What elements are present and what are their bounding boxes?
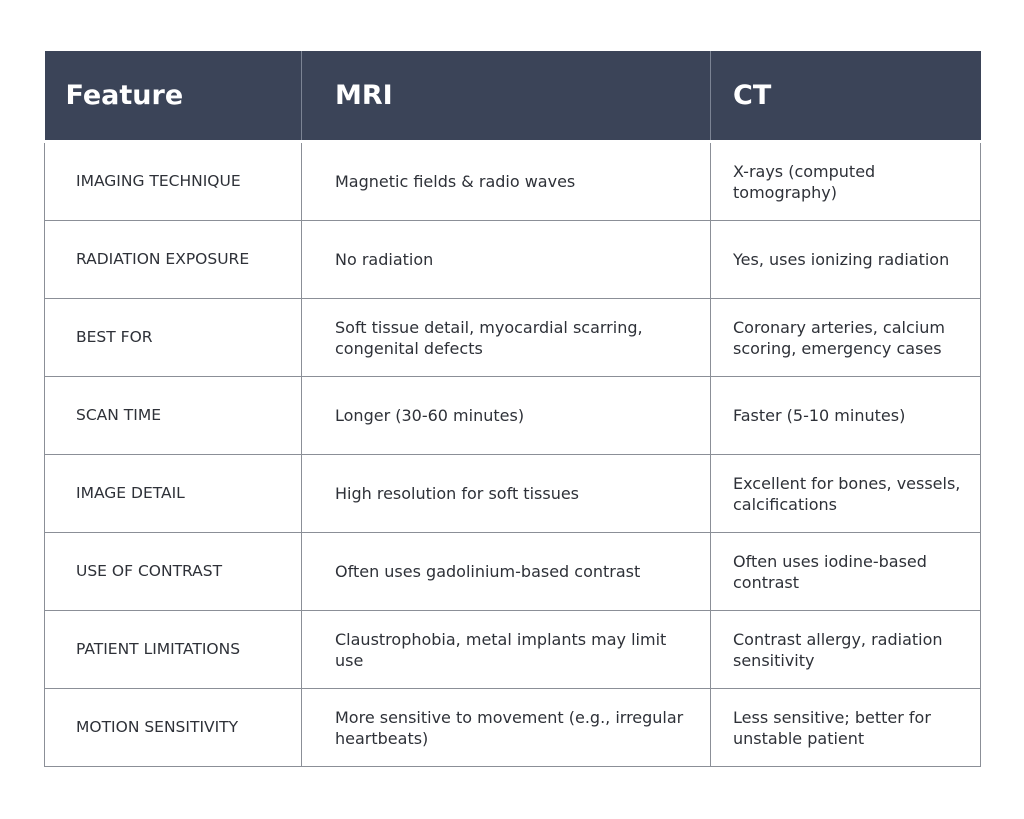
ct-value: Faster (5-10 minutes) — [733, 406, 906, 425]
header-row — [45, 51, 981, 142]
mri-cell — [302, 377, 711, 455]
mri-vs-ct-comparison-table — [44, 51, 981, 767]
header-mri — [302, 51, 711, 142]
feature-label: PATIENT LIMITATIONS — [76, 640, 241, 658]
table-row — [45, 221, 981, 299]
feature-label: IMAGING TECHNIQUE — [76, 172, 241, 190]
mri-value: High resolution for soft tissues — [335, 484, 580, 503]
feature-cell — [45, 611, 302, 689]
feature-label: IMAGE DETAIL — [76, 484, 185, 502]
ct-cell — [711, 533, 981, 611]
table-row — [45, 689, 981, 767]
feature-label: SCAN TIME — [76, 406, 161, 424]
feature-cell — [45, 377, 302, 455]
ct-value: Often uses iodine-based contrast — [733, 551, 927, 592]
table-body — [45, 142, 981, 767]
table-row — [45, 455, 981, 533]
mri-cell — [302, 455, 711, 533]
feature-label: MOTION SENSITIVITY — [76, 718, 239, 736]
feature-cell — [45, 299, 302, 377]
table-row — [45, 299, 981, 377]
feature-label: BEST FOR — [76, 328, 153, 346]
mri-cell — [302, 689, 711, 767]
table-row — [45, 533, 981, 611]
feature-cell — [45, 455, 302, 533]
ct-cell — [711, 689, 981, 767]
mri-value: Often uses gadolinium-based contrast — [335, 562, 641, 581]
header-ct — [711, 51, 981, 142]
feature-label: RADIATION EXPOSURE — [76, 250, 250, 268]
mri-value: Longer (30-60 minutes) — [335, 406, 525, 425]
feature-cell — [45, 689, 302, 767]
mri-cell — [302, 611, 711, 689]
mri-cell — [302, 299, 711, 377]
ct-cell — [711, 611, 981, 689]
ct-value: Contrast allergy, radiation sensitivity — [733, 629, 943, 670]
table-row — [45, 142, 981, 221]
mri-cell — [302, 142, 711, 221]
ct-cell — [711, 142, 981, 221]
table-header — [45, 51, 981, 142]
mri-value: Magnetic fields & radio waves — [335, 172, 576, 191]
ct-cell — [711, 299, 981, 377]
feature-cell — [45, 533, 302, 611]
feature-cell — [45, 142, 302, 221]
mri-value: More sensitive to movement (e.g., irregular heartbeats) — [335, 707, 684, 748]
feature-label: USE OF CONTRAST — [76, 562, 223, 580]
ct-cell — [711, 455, 981, 533]
header-feature — [45, 51, 302, 142]
comparison-table-container — [44, 51, 980, 767]
header-mri-label: MRI — [335, 80, 393, 111]
ct-value: X-rays (computed tomography) — [733, 161, 876, 202]
header-feature-label: Feature — [65, 80, 184, 111]
ct-value: Yes, uses ionizing radiation — [733, 250, 950, 269]
ct-value: Excellent for bones, vessels, calcifications — [733, 473, 961, 514]
header-ct-label: CT — [733, 80, 772, 111]
mri-value: Soft tissue detail, myocardial scarring, congenital defects — [335, 317, 643, 358]
mri-cell — [302, 221, 711, 299]
table-row — [45, 611, 981, 689]
mri-cell — [302, 533, 711, 611]
ct-cell — [711, 377, 981, 455]
ct-value: Less sensitive; better for unstable patient — [733, 707, 931, 748]
mri-value: Claustrophobia, metal implants may limit use — [335, 629, 667, 670]
table-row — [45, 377, 981, 455]
ct-cell — [711, 221, 981, 299]
feature-cell — [45, 221, 302, 299]
mri-value: No radiation — [335, 250, 434, 269]
ct-value: Coronary arteries, calcium scoring, emergency cases — [733, 317, 945, 358]
